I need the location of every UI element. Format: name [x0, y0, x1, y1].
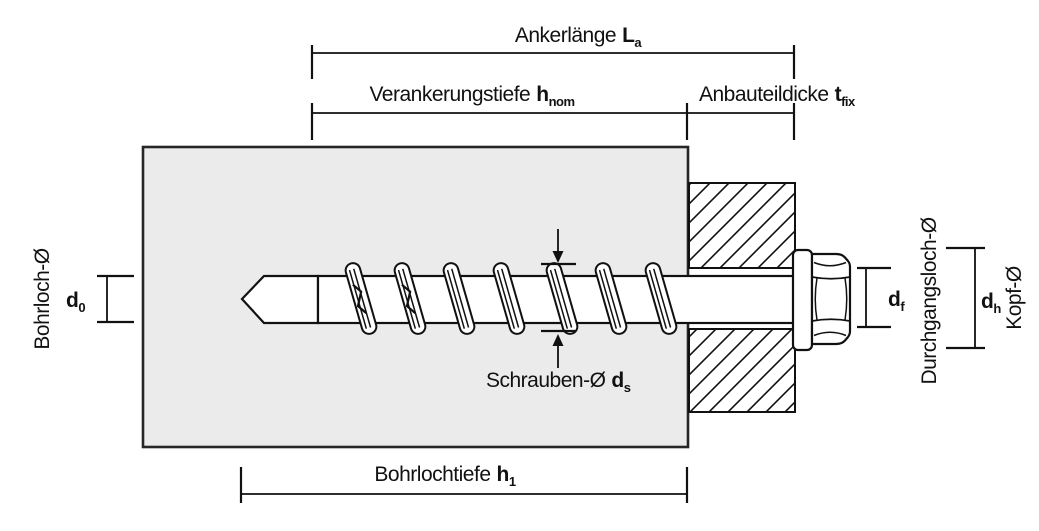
head-diameter-axis-label: Kopf-Ø [1003, 266, 1026, 330]
through-hole-diameter-axis-label: Durchgangsloch-Ø [918, 217, 941, 385]
drill-diameter-symbol: $d_0$ [66, 289, 86, 315]
dimension-ticks [312, 103, 687, 140]
dimension-ticks [946, 248, 985, 348]
embedment-depth-dimension [312, 103, 687, 140]
anchor-length-dimension [312, 45, 794, 79]
fixture-plate-top [689, 183, 795, 268]
drill-diameter-dimension [97, 276, 134, 322]
washer [793, 250, 812, 350]
fixture-thickness-label: Anbauteildicke $t_{fix}$ [699, 83, 855, 109]
head-diameter-symbol: $d_h$ [981, 290, 1001, 316]
screw-diameter-label: Schrauben-Ø $d_s$ [486, 369, 631, 395]
through-hole-diameter-symbol: $d_f$ [888, 288, 905, 314]
fixture-thickness-dimension [687, 103, 794, 140]
hex-head [812, 254, 850, 344]
dimension-ticks [97, 276, 134, 322]
drill-diameter-axis-label: Bohrloch-Ø [31, 248, 54, 350]
embedment-depth-label: Verankerungstiefe $h_{nom}$ [369, 83, 575, 109]
drill-depth-label: Bohrlochtiefe $h_1$ [374, 463, 516, 489]
fixture-plate-bottom [689, 329, 795, 412]
dimension-ticks [857, 268, 891, 327]
anchor-length-label: Ankerlänge $L_a$ [514, 24, 642, 50]
dimension-ticks [312, 45, 794, 79]
head-diameter-dimension [946, 248, 985, 348]
through-hole-diameter-dimension [857, 268, 891, 327]
